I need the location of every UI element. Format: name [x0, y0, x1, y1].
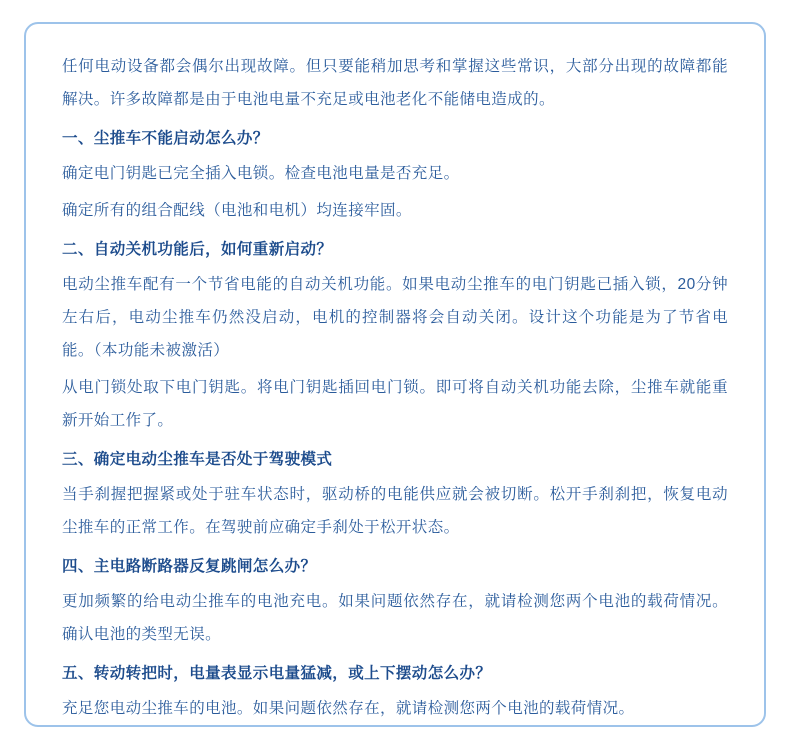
faq-section-4 — [62, 550, 728, 651]
intro-paragraph: 任何电动设备都会偶尔出现故障。但只要能稍加思考和掌握这些常识，大部分出现的故障都能解决。许多故障都是由于电池电量不充足或电池老化不能储电造成的。 — [62, 58, 728, 108]
faq-section-1 — [62, 122, 728, 227]
faq-section-3 — [62, 443, 728, 544]
section-heading: 二、自动关机功能后，如何重新启动？ — [62, 241, 333, 258]
section-heading: 三、确定电动尘推车是否处于驾驶模式 — [62, 451, 333, 468]
section-paragraph: 充足您电动尘推车的电池。如果问题依然存在，就请检测您两个电池的载荷情况。 — [62, 700, 635, 717]
faq-section-2 — [62, 233, 728, 437]
section-heading: 一、尘推车不能启动怎么办？ — [62, 130, 269, 147]
section-heading: 四、主电路断路器反复跳闸怎么办？ — [62, 558, 317, 575]
section-paragraph: 从电门锁处取下电门钥匙。将电门钥匙插回电门锁。即可将自动关机功能去除，尘推车就能重新开始工作了。 — [62, 379, 728, 429]
section-paragraph: 电动尘推车配有一个节省电能的自动关机功能。如果电动尘推车的电门钥匙已插入锁，20分钟左右后，电动尘推车仍然没启动，电机的控制器将会自动关闭。设计这个功能是为了节省电能。（本功能未被激活） — [62, 276, 728, 359]
section-paragraph: 当手刹握把握紧或处于驻车状态时，驱动桥的电能供应就会被切断。松开手刹刹把，恢复电动尘推车的正常工作。在驾驶前应确定手刹处于松开状态。 — [62, 486, 728, 536]
faq-card — [24, 22, 766, 727]
section-paragraph: 确定电门钥匙已完全插入电锁。检查电池电量是否充足。 — [62, 165, 460, 182]
section-paragraph: 更加频繁的给电动尘推车的电池充电。如果问题依然存在，就请检测您两个电池的载荷情况。确认电池的类型无误。 — [62, 593, 728, 643]
faq-section-5 — [62, 657, 728, 725]
section-paragraph: 确定所有的组合配线（电池和电机）均连接牢固。 — [62, 202, 412, 219]
section-heading: 五、转动转把时，电量表显示电量猛减，或上下摆动怎么办？ — [62, 665, 492, 682]
